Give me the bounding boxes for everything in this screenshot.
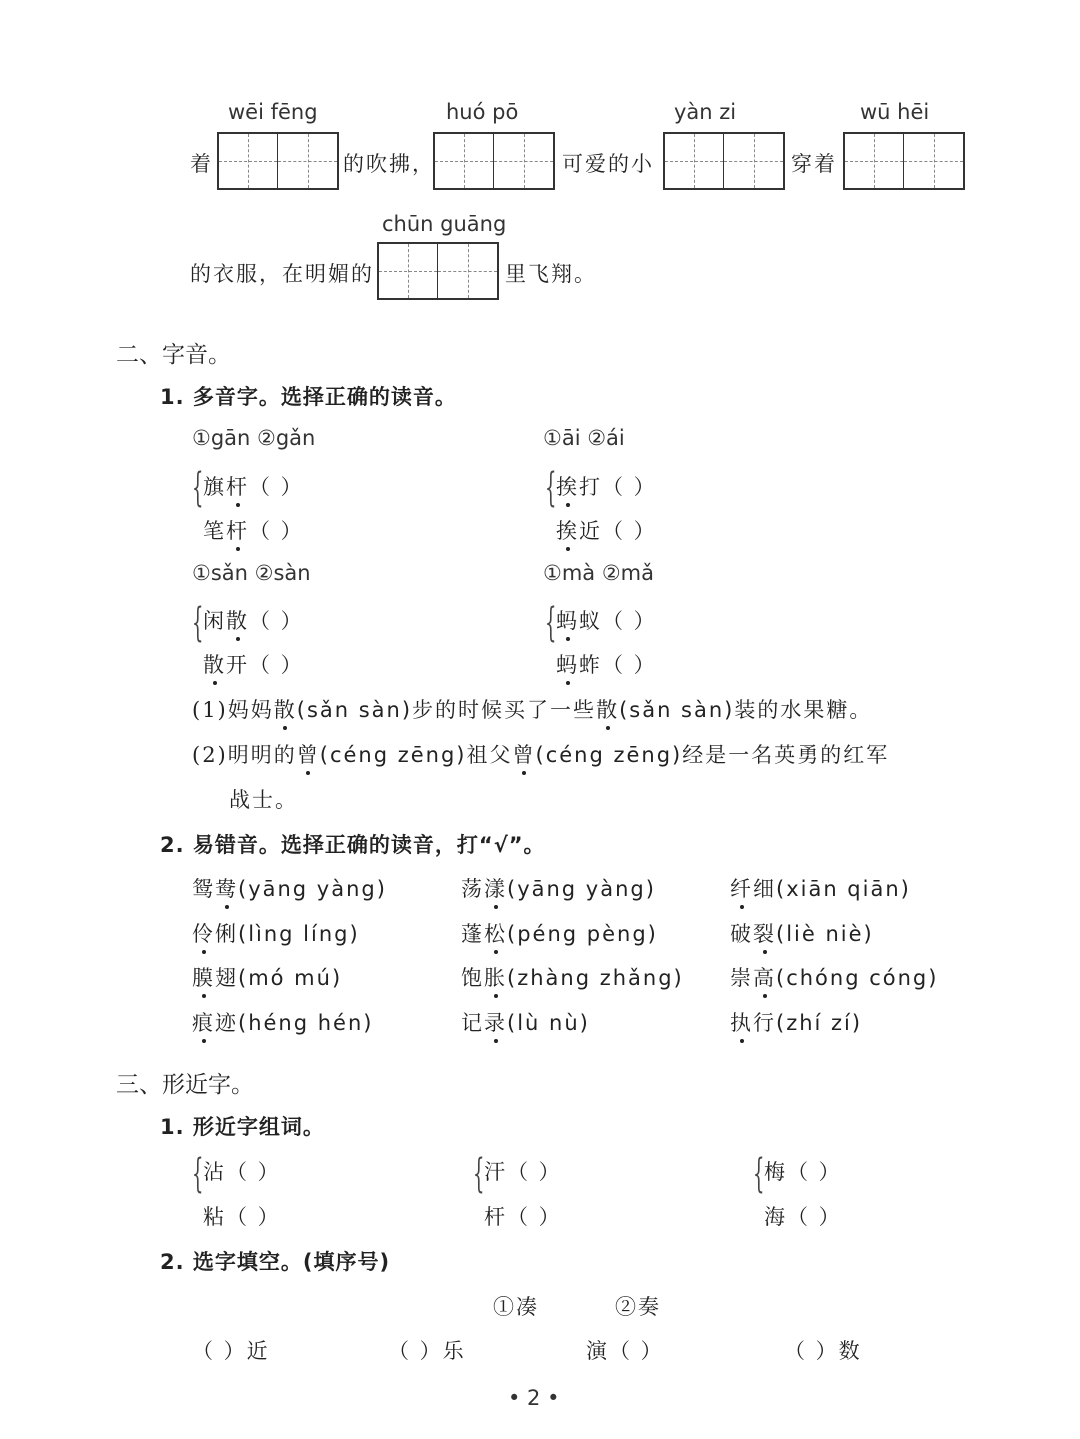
brace-pair-2: { <box>473 1151 485 1197</box>
brace-3: { <box>192 600 204 646</box>
blank-yan[interactable]: 演（ ） <box>586 1339 664 1363</box>
answer-box-wuhei[interactable] <box>843 132 965 190</box>
confusing-sound-item[interactable]: 崇高(chóng cóng) <box>730 962 938 992</box>
pinyin-weifeng: wēi fēng <box>228 100 318 124</box>
option-zou: ②奏 <box>615 1295 661 1319</box>
pinyin-wuhei: wū hēi <box>860 100 930 124</box>
blank-yue[interactable]: （ ）乐 <box>388 1339 466 1363</box>
pair-1-bottom: 粘（ ） <box>203 1205 281 1229</box>
pair-3-bottom: 海（ ） <box>764 1205 842 1229</box>
brace-pair-3: { <box>753 1151 765 1197</box>
option-cou: ①凑 <box>493 1295 539 1319</box>
question-3-1-title: 1. 形近字组词。 <box>160 1115 325 1139</box>
confusing-sound-item[interactable]: 痕迹(héng hén) <box>192 1007 373 1037</box>
brace-2: { <box>545 465 557 511</box>
confusing-sound-item[interactable]: 饱胀(zhàng zhǎng) <box>461 962 684 992</box>
confusing-sound-item[interactable]: 伶俐(lìng líng) <box>192 918 360 948</box>
fill-text-6: 里飞翔。 <box>505 262 597 286</box>
page-number: • 2 • <box>508 1386 560 1410</box>
confusing-sound-item[interactable]: 鸳鸯(yāng yàng) <box>192 873 387 903</box>
pair-2-bottom: 杆（ ） <box>484 1205 562 1229</box>
fill-text-5: 的衣服，在明媚的 <box>190 262 374 286</box>
pinyin-chunguang: chūn guāng <box>382 212 507 236</box>
section-2-title: 二、字音。 <box>116 342 231 368</box>
word-mazha: 蚂蚱（ ） <box>556 649 657 679</box>
options-ai: ①āi ②ái <box>543 426 625 450</box>
fill-text-1: 着 <box>190 152 213 176</box>
brace-pair-1: { <box>192 1151 204 1197</box>
answer-box-weifeng[interactable] <box>217 132 339 190</box>
blank-jin[interactable]: （ ）近 <box>192 1339 270 1363</box>
answer-box-yanzi[interactable] <box>663 132 785 190</box>
confusing-sound-item[interactable]: 破裂(liè niè) <box>730 918 874 948</box>
question-2-1-title: 1. 多音字。选择正确的读音。 <box>160 385 457 409</box>
word-qigan: 旗杆（ ） <box>203 471 304 501</box>
blank-shu[interactable]: （ ）数 <box>784 1339 862 1363</box>
sentence-2: (2)明明的曾(céng zēng)祖父曾(céng zēng)经是一名英勇的红军 <box>192 739 889 769</box>
brace-1: { <box>192 465 204 511</box>
word-aijin: 挨近（ ） <box>556 515 657 545</box>
word-sankai: 散开（ ） <box>203 649 304 679</box>
word-bigan: 笔杆（ ） <box>203 515 304 545</box>
pinyin-yanzi: yàn zi <box>674 100 737 124</box>
question-2-2-title: 2. 易错音。选择正确的读音，打“√”。 <box>160 833 546 857</box>
options-gan: ①gān ②gǎn <box>192 426 316 450</box>
pair-3-top: 梅（ ） <box>764 1160 842 1184</box>
fill-text-4: 穿着 <box>791 152 837 176</box>
answer-box-chunguang[interactable] <box>377 242 499 300</box>
fill-text-3: 可爱的小 <box>562 152 654 176</box>
question-3-2-title: 2. 选字填空。(填序号) <box>160 1250 391 1274</box>
brace-4: { <box>545 600 557 646</box>
options-ma: ①mà ②mǎ <box>543 561 654 585</box>
fill-text-2: 的吹拂， <box>343 152 435 176</box>
pair-2-top: 汗（ ） <box>484 1160 562 1184</box>
word-aida: 挨打（ ） <box>556 471 657 501</box>
word-xiansan: 闲散（ ） <box>203 605 304 635</box>
answer-box-huopo[interactable] <box>433 132 555 190</box>
word-mayi: 蚂蚁（ ） <box>556 605 657 635</box>
confusing-sound-item[interactable]: 蓬松(péng pèng) <box>461 918 658 948</box>
confusing-sound-item[interactable]: 纤细(xiān qiān) <box>730 873 911 903</box>
sentence-2-cont: 战士。 <box>229 788 298 812</box>
options-san: ①sǎn ②sàn <box>192 561 311 585</box>
confusing-sound-item[interactable]: 记录(lù nù) <box>461 1007 590 1037</box>
confusing-sound-item[interactable]: 执行(zhí zí) <box>730 1007 862 1037</box>
confusing-sound-item[interactable]: 膜翅(mó mú) <box>192 962 342 992</box>
pair-1-top: 沾（ ） <box>203 1160 281 1184</box>
section-3-title: 三、形近字。 <box>116 1072 254 1098</box>
pinyin-huopo: huó pō <box>446 100 519 124</box>
confusing-sound-item[interactable]: 荡漾(yāng yàng) <box>461 873 656 903</box>
sentence-1: (1)妈妈散(sǎn sàn)步的时候买了一些散(sǎn sàn)装的水果糖。 <box>192 694 872 724</box>
